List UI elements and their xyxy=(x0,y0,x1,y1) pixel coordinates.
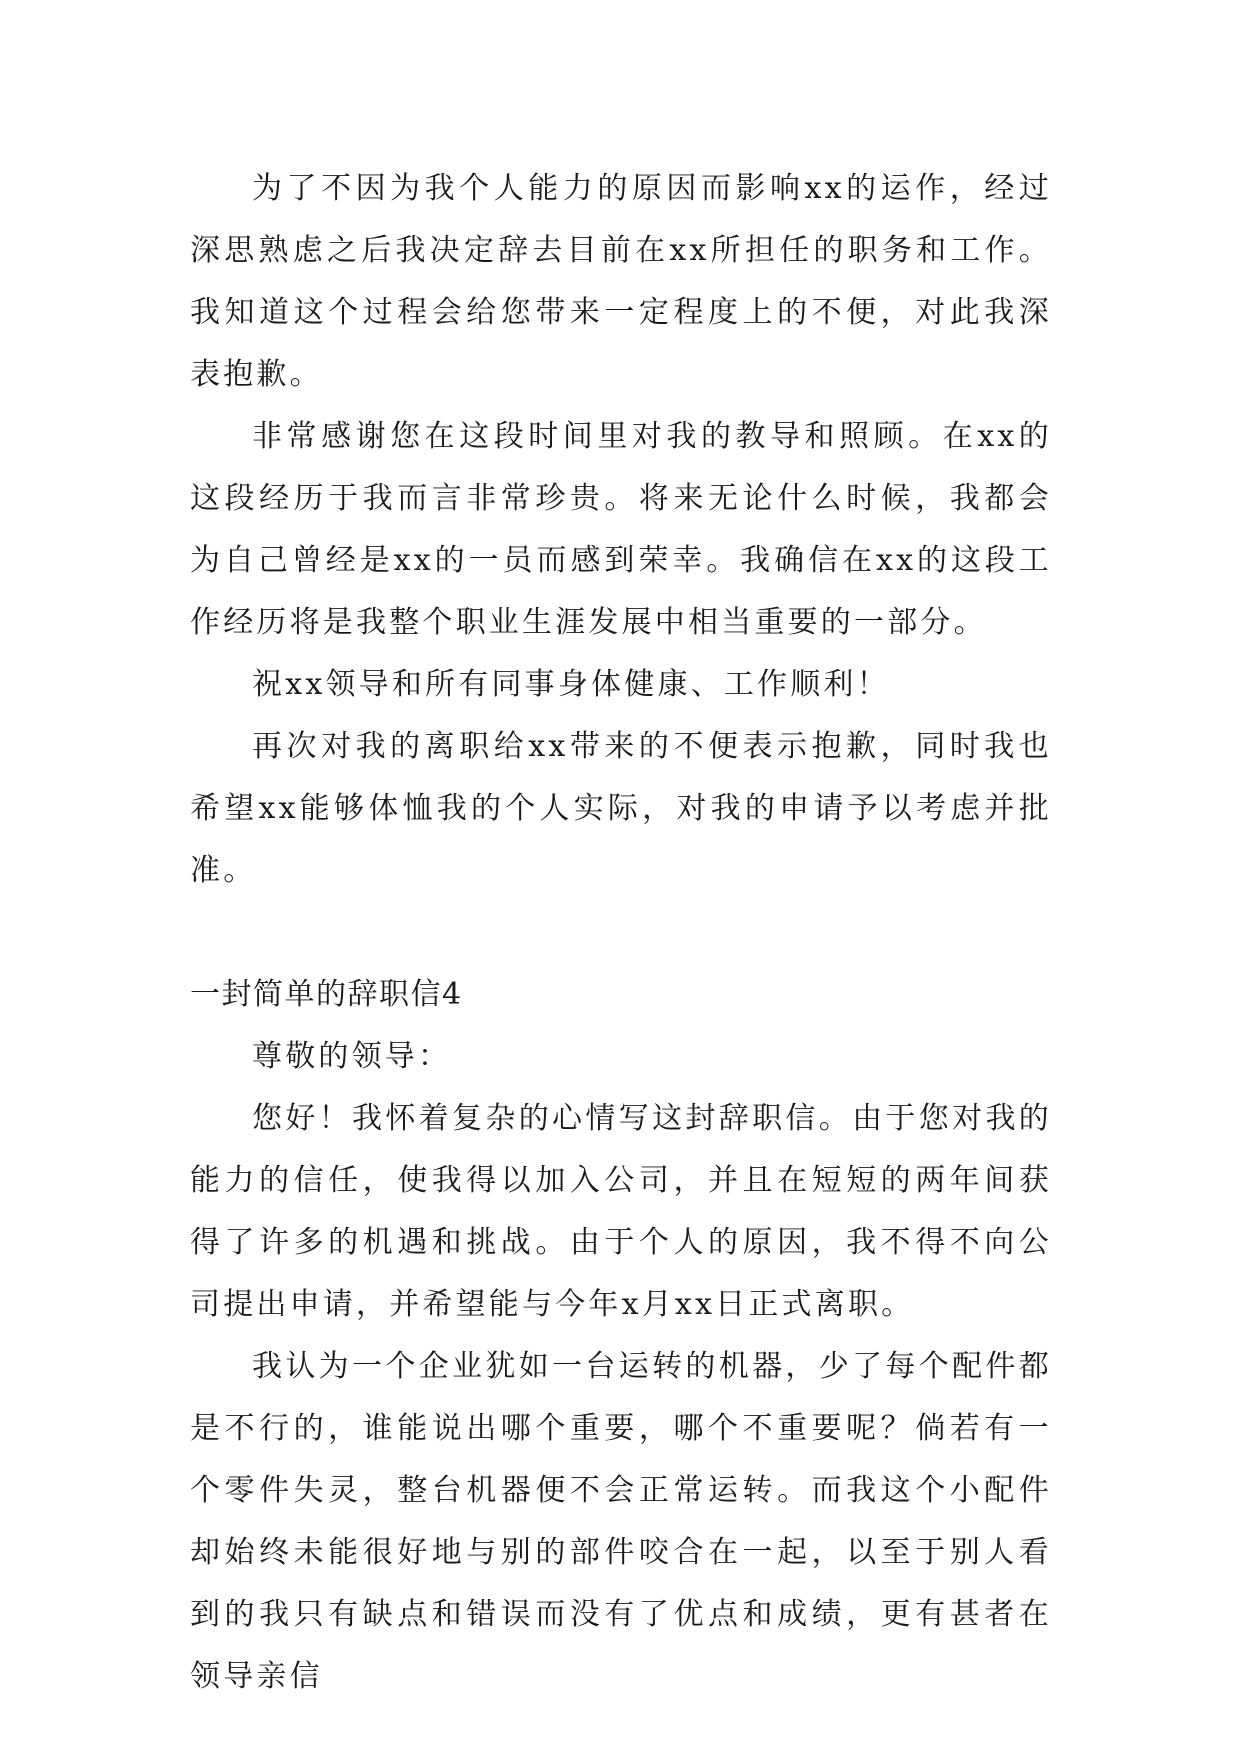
body-paragraph: 您好！我怀着复杂的心情写这封辞职信。由于您对我的能力的信任，使我得以加入公司，并且在短短的两年间获得了许多的机遇和挑战。由于个人的原因，我不得不向公司提出申请，并希望能与今年x月xx日正式离职。 xyxy=(190,1101,1052,1322)
body-paragraph: 为了不因为我个人能力的原因而影响xx的运作，经过深思熟虑之后我决定辞去目前在xx所担任的职务和工作。我知道这个过程会给您带来一定程度上的不便，对此我深表抱歉。 xyxy=(190,171,1052,392)
body-paragraph: 非常感谢您在这段时间里对我的教导和照顾。在xx的这段经历于我而言非常珍贵。将来无论什么时候，我都会为自己曾经是xx的一员而感到荣幸。我确信在xx的这段工作经历将是我整个职业生涯发展中相当重要的一部分。 xyxy=(190,419,1052,640)
salutation: 尊敬的领导： xyxy=(252,1039,452,1074)
body-paragraph: 祝xx领导和所有同事身体健康、工作顺利！ xyxy=(252,667,890,702)
body-paragraph: 我认为一个企业犹如一台运转的机器，少了每个配件都是不行的，谁能说出哪个重要，哪个不重要呢？倘若有一个零件失灵，整台机器便不会正常运转。而我这个小配件却始终未能很好地与别的部件咬合在一起，以至于别人看到的我只有缺点和错误而没有了优点和成绩，更有甚者在领导亲信 xyxy=(190,1349,1052,1694)
document-body xyxy=(190,158,1052,1708)
body-paragraph: 再次对我的离职给xx带来的不便表示抱歉，同时我也希望xx能够体恤我的个人实际，对我的申请予以考虑并批准。 xyxy=(190,729,1052,888)
section-heading: 一封简单的辞职信4 xyxy=(190,977,463,1012)
